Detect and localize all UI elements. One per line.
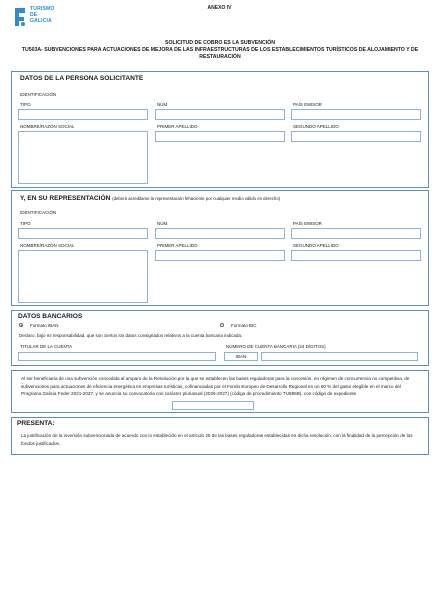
section-title: PRESENTA: [17,420,55,427]
tipo-field[interactable] [18,109,148,120]
bancarios-section [11,310,429,366]
codigo-expediente-field[interactable] [172,401,254,410]
document-title [20,40,420,61]
identificacion-label: IDENTIFICACIÓN [20,210,57,215]
tipo-label: TIPO [20,102,31,107]
titular-label: TITULAR DE LA CUENTA [20,344,73,349]
nombre-label: NOMBRE/RAZÓN SOCIAL [20,243,75,248]
section-title-text: Y, EN SU REPRESENTACIÓN [20,195,111,202]
iban-radio-label: Formato IBAN [30,323,59,328]
numero-cuenta-label: NÚMERO DE CUENTA BANCARIA (24 DÍGITOS) [226,344,326,349]
num-field[interactable] [155,228,285,239]
nombre-field[interactable] [18,131,148,184]
title-main: SOLICITUD DE COBRO ES LA SUBVENCIÓN [165,40,275,46]
pais-emisor-field[interactable] [291,228,421,239]
section-title-note: (deberá acreditarse la representación fehaciente por cualquier medio válido en derecho) [112,196,281,201]
beneficiaria-text: Al ser beneficiaria de una subvención concedida al amparo de la Resolución por la que se establecen las bases reguladoras para la concesión, en régimen de concurrencia no competitiva, de subvenciones para actuaciones de eficiencia energética en empresas turísticas, cofinanciadas por el Fondo Europeo de Desarrollo Regional en un 60 % del gasto elegible en el marco del Programa Galicia Feder 2021-2027, y se anuncia su convocatoria con carácter plurianual (2026-2027) (código de procedimiento TU986B), con código de expediente [21,376,410,396]
solicitante-section [11,71,429,188]
nombre-field[interactable] [18,250,148,303]
logo-line: DE [30,12,38,19]
numero-cuenta-field[interactable] [261,352,418,361]
bic-radio-label: Formato BIC [231,323,257,328]
presenta-section [11,417,429,455]
declaro-text: Declaro, bajo mi responsabilidad, que son ciertos los datos consignados relativos a la cuenta bancaria indicada. [19,333,243,338]
primer-apellido-label: PRIMER APELLIDO [157,124,198,129]
section-title [20,195,280,202]
segundo-apellido-field[interactable] [291,131,421,142]
primer-apellido-field[interactable] [155,131,285,142]
segundo-apellido-label: SEGUNDO APELLIDO [293,243,339,248]
tipo-field[interactable] [18,228,148,239]
num-field[interactable] [155,109,285,120]
segundo-apellido-label: SEGUNDO APELLIDO [293,124,339,129]
presenta-text: La justificación de la inversión subvencionada de acuerdo con lo establecido en el artículo 25 de las bases reguladoras establecidas en dicha resolución, con la finalidad de la percepción de los fondos justificados. [21,433,413,446]
section-title: DATOS BANCARIOS [18,313,83,320]
num-label: NÚM. [157,221,169,226]
section-title: DATOS DE LA PERSONA SOLICITANTE [20,75,144,82]
identificacion-label: IDENTIFICACIÓN [20,92,57,97]
primer-apellido-label: PRIMER APELLIDO [157,243,198,248]
bic-radio[interactable] [220,323,224,327]
segundo-apellido-field[interactable] [291,250,421,261]
annex-label: ANEXO IV [207,5,232,11]
primer-apellido-field[interactable] [155,250,285,261]
tipo-label: TIPO [20,221,31,226]
logo-line: GALICIA [30,18,52,25]
representacion-section [11,190,429,306]
pais-emisor-label: PAÍS EMISOR [293,102,322,107]
pais-emisor-field[interactable] [291,109,421,120]
nombre-label: NOMBRE/RAZÓN SOCIAL [20,124,75,129]
logo-line: TURISMO [30,6,55,12]
title-subtitle: TU503A- SUBVENCIONES PARA ACTUACIONES DE MEJORA DE LAS INFRAESTRUCTURAS DE LOS ESTABLECIMIENTOS TURÍSTICOS DE ALOJAMIENTO Y DE RESTAURACIÓN [21,47,419,60]
pais-emisor-label: PAÍS EMISOR [293,221,322,226]
iban-radio[interactable] [19,323,23,327]
iban-prefix: IBAN [224,352,258,361]
beneficiaria-section [11,370,429,413]
titular-field[interactable] [18,352,216,361]
num-label: NÚM. [157,102,169,107]
